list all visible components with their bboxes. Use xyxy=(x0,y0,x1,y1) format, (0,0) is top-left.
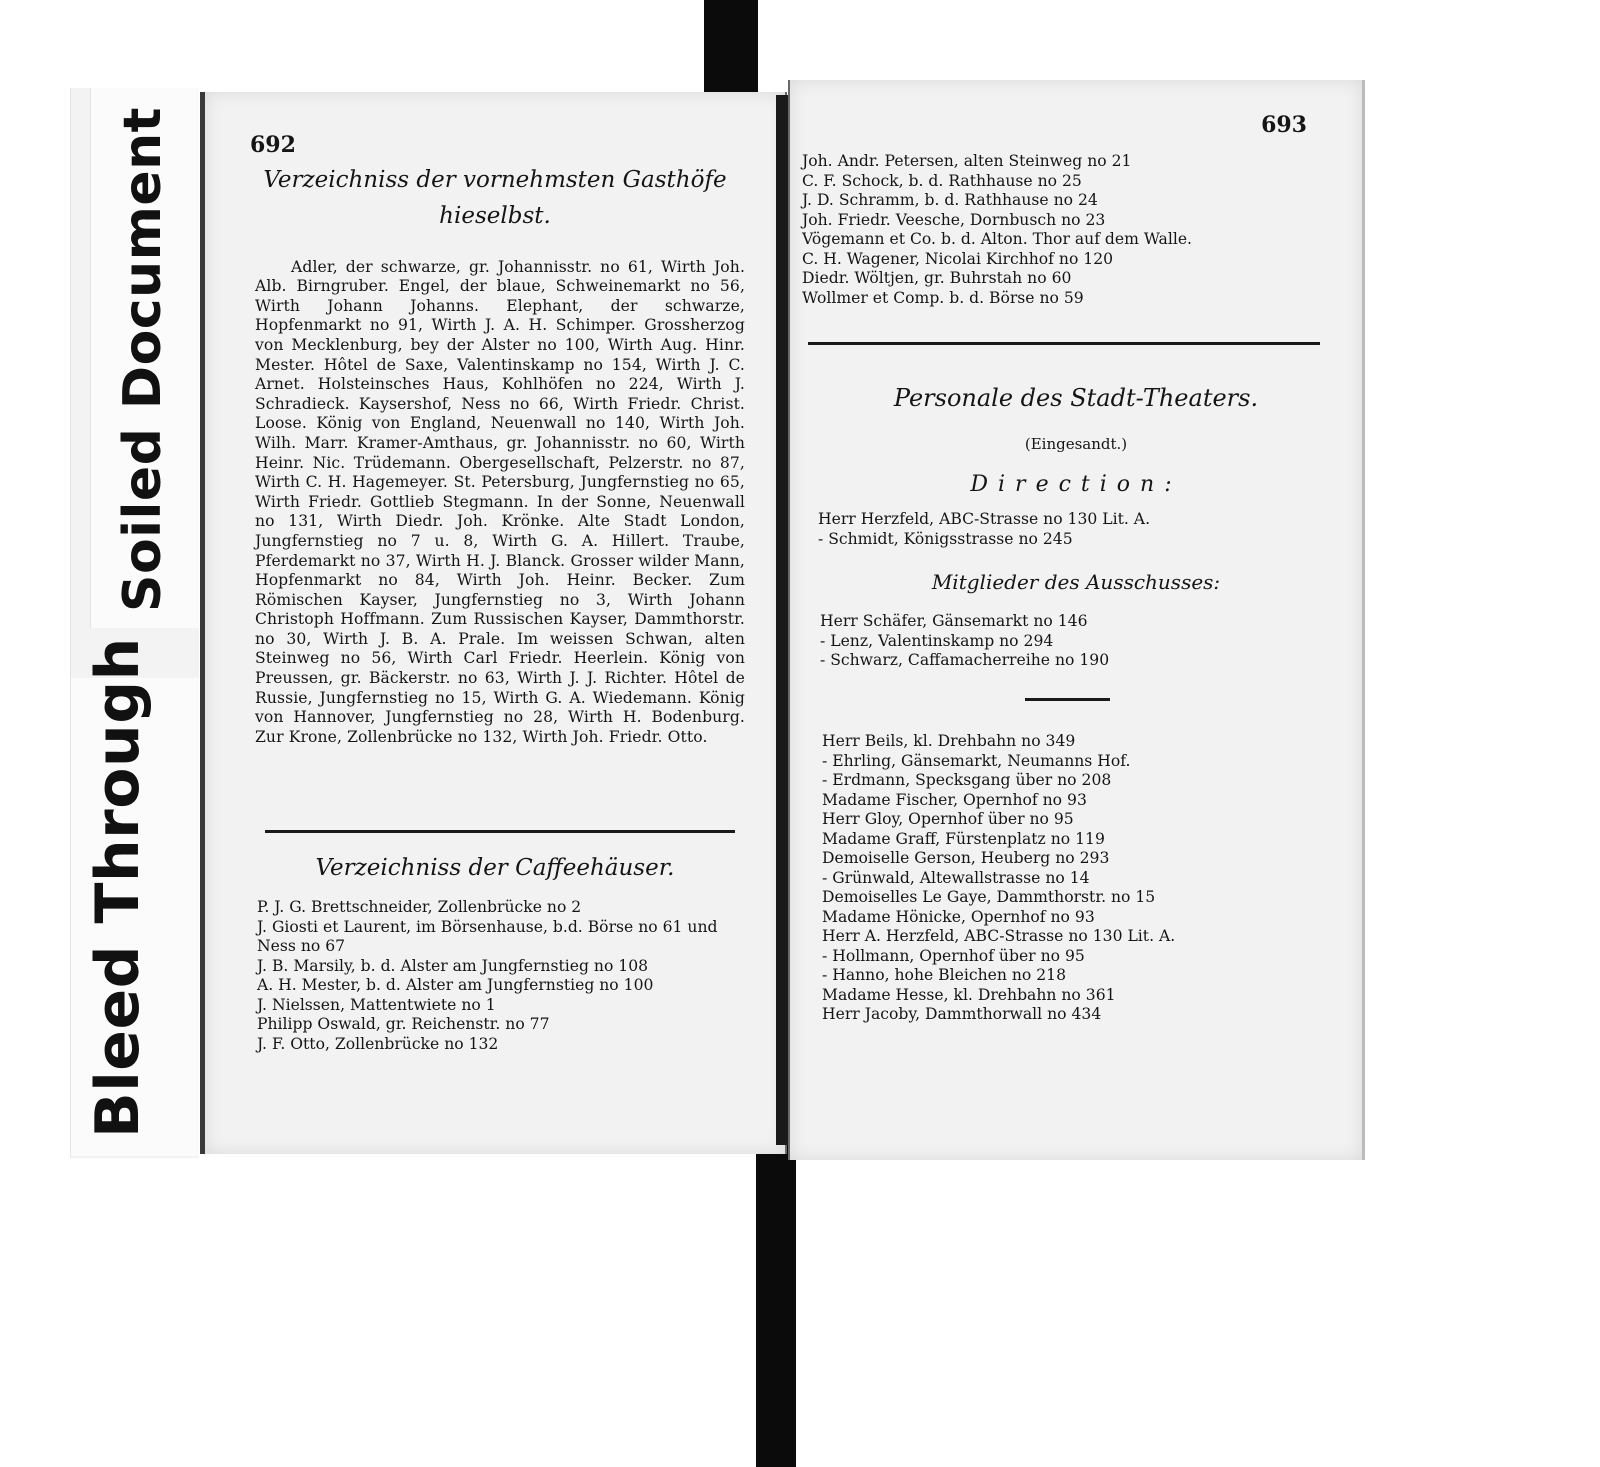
list-item: - Ehrling, Gänsemarkt, Neumanns Hof. xyxy=(822,751,1131,770)
list-item: Herr Beils, kl. Drehbahn no 349 xyxy=(822,732,1076,750)
soiled-document-label: Soiled Document xyxy=(113,107,173,612)
list-item: Madame Hesse, kl. Drehbahn no 361 xyxy=(822,985,1116,1004)
list-item: - Grünwald, Altewallstrasse no 14 xyxy=(822,868,1090,887)
list-item: Herr A. Herzfeld, ABC-Strasse no 130 Lit. A. xyxy=(822,927,1176,945)
list-item: Herr Herzfeld, ABC-Strasse no 130 Lit. A. xyxy=(818,510,1151,528)
performers-list xyxy=(822,732,1175,1025)
short-divider xyxy=(1025,698,1110,701)
binding-strip-top xyxy=(704,0,758,100)
list-item: C. F. Schock, b. d. Rathhause no 25 xyxy=(802,171,1082,190)
list-item: Madame Hönicke, Opernhof no 93 xyxy=(822,907,1095,926)
committee-heading: Mitglieder des Ausschusses: xyxy=(931,570,1221,594)
list-item: - Schwarz, Caffamacherreihe no 190 xyxy=(820,651,1110,669)
list-item: P. J. G. Brettschneider, Zollenbrücke no 2 xyxy=(257,898,582,916)
hotels-paragraph: Adler, der schwarze, gr. Johannisstr. no 61, Wirth Joh. Alb. Birngruber. Engel, der blaue, Schweinemarkt no 56, Wirth Johann Johanns. Elephant, der schwarze, Hopfenmarkt no 91, Wirth J. A. H. Schimper. Grossherzog von Mecklenburg, bey der Alster no 100, Wirth Aug. Hinr. Mester. Hôtel de Saxe, Valentinskamp no 154, Wirth J. C. Arnet. Holsteinsches Haus, Kohlhöfen no 224, Wirth J. Schradieck. Kaysershof, Ness no 66, Wirth Friedr. Christ. Loose. König von England, Neuenwall no 140, Wirth Joh. Wilh. Marr. Kramer-Amthaus, gr. Johannisstr. no 60, Wirth Heinr. Nic. Trüdemann. Obergesellschaft, Pelzerstr. no 87, Wirth C. H. Hagemeyer. St. Petersburg, Jungfernstieg no 65, Wirth Friedr. Gottlieb Stegmann. In der Sonne, Neuenwall no 131, Wirth Diedr. Joh. Krönke. Alte Stadt London, Jungfernstieg no 7 u. 8, Wirth G. A. Hillert. Traube, Pferdemarkt no 37, Wirth H. J. Blanck. Grosser wilder Mann, Hopfenmarkt no 84, Wirth Joh. Heinr. Becker. Zum Römischen Kayser, Jungfernstieg no 3, Wirth Johann Christoph Hoffmann. Zum Russischen Kayser, Dammthorstr. no 30, Wirth J. B. A. Prale. Im weissen Schwan, alten Steinweg no 56, Wirth Carl Friedr. Heerlein. König von Preussen, gr. Bäckerstr. no 63, Wirth J. J. Richter. Hôtel de Russie, Jungfernstieg no 15, Wirth G. A. Wiedemann. König von Hannover, Jungfernstieg no 28, Wirth H. Bodenburg. Zur Krone, Zollenbrücke no 132, Wirth Joh. Friedr. Otto. xyxy=(255,257,745,746)
list-item: - Hanno, hohe Bleichen no 218 xyxy=(822,966,1066,984)
submitted-note: (Eingesandt.) xyxy=(1024,435,1128,453)
list-item: Herr Jacoby, Dammthorwall no 434 xyxy=(822,1005,1102,1023)
cafes-heading: Verzeichniss der Caffeehäuser. xyxy=(315,855,675,881)
list-item: - Hollmann, Opernhof über no 95 xyxy=(822,946,1085,965)
list-item: C. H. Wagener, Nicolai Kirchhof no 120 xyxy=(802,249,1114,268)
section-divider xyxy=(808,342,1320,345)
binding-strip-bottom xyxy=(756,1140,796,1467)
list-item: J. Giosti et Laurent, im Börsenhause, b.d. Börse no 61 und Ness no 67 xyxy=(257,917,718,955)
right-page-number: 693 xyxy=(1261,112,1307,138)
list-item: J. Nielssen, Mattentwiete no 1 xyxy=(257,995,496,1014)
cafes-list-continued xyxy=(802,152,1342,308)
list-item: Joh. Andr. Petersen, alten Steinweg no 21 xyxy=(802,152,1132,170)
list-item: Madame Graff, Fürstenplatz no 119 xyxy=(822,829,1105,848)
list-item: A. H. Mester, b. d. Alster am Jungfernstieg no 100 xyxy=(257,976,654,994)
list-item: J. B. Marsily, b. d. Alster am Jungfernstieg no 108 xyxy=(257,956,649,975)
cafes-list xyxy=(257,898,757,1054)
list-item: J. F. Otto, Zollenbrücke no 132 xyxy=(257,1034,499,1053)
list-item: Herr Gloy, Opernhof über no 95 xyxy=(822,810,1074,828)
list-item: Madame Fischer, Opernhof no 93 xyxy=(822,790,1087,809)
committee-list xyxy=(820,612,1109,671)
list-item: Vögemann et Co. b. d. Alton. Thor auf dem Walle. xyxy=(802,230,1193,248)
list-item: - Lenz, Valentinskamp no 294 xyxy=(820,631,1054,650)
book-gutter xyxy=(776,95,788,1145)
list-item: Diedr. Wöltjen, gr. Buhrstah no 60 xyxy=(802,269,1072,287)
hotels-heading: Verzeichniss der vornehmsten Gasthöfe hieselbst. xyxy=(263,167,727,229)
left-page-number: 692 xyxy=(250,132,296,158)
direction-list xyxy=(818,510,1150,549)
section-divider xyxy=(265,830,735,833)
list-item: J. D. Schramm, b. d. Rathhause no 24 xyxy=(802,191,1098,209)
list-item: Demoiselle Gerson, Heuberg no 293 xyxy=(822,849,1110,867)
list-item: - Erdmann, Specksgang über no 208 xyxy=(822,771,1112,789)
list-item: Demoiselles Le Gaye, Dammthorstr. no 15 xyxy=(822,888,1156,906)
list-item: Wollmer et Comp. b. d. Börse no 59 xyxy=(802,288,1084,307)
theatre-heading: Personale des Stadt-Theaters. xyxy=(893,384,1259,412)
bleed-through-label: Bleed Through xyxy=(83,637,153,1138)
list-item: - Schmidt, Königsstrasse no 245 xyxy=(818,529,1073,548)
list-item: Joh. Friedr. Veesche, Dornbusch no 23 xyxy=(802,210,1106,229)
list-item: Herr Schäfer, Gänsemarkt no 146 xyxy=(820,612,1088,630)
direction-heading: Direction: xyxy=(970,472,1182,497)
left-page xyxy=(200,92,787,1154)
list-item: Philipp Oswald, gr. Reichenstr. no 77 xyxy=(257,1015,550,1033)
right-page xyxy=(788,80,1365,1160)
